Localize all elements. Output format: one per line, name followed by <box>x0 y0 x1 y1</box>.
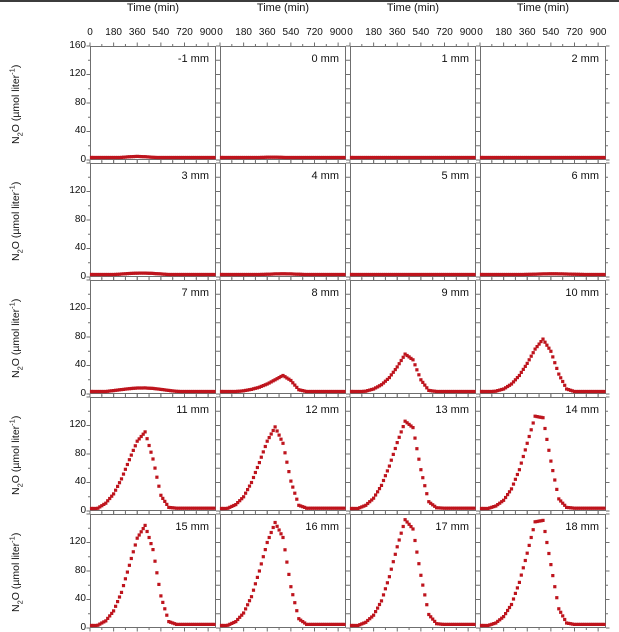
x-tick-label: 360 <box>258 27 276 38</box>
y-tick-label: 120 <box>69 302 86 313</box>
y-tick-label: 0 <box>80 270 86 282</box>
panel--1-mm <box>90 46 216 160</box>
x-tick-label: 720 <box>176 27 193 38</box>
x-tick-label: 360 <box>128 27 146 38</box>
y-axis-title: $N_2O$ (µmol liter$^{-1}$) <box>7 532 25 612</box>
y-tick-label: 80 <box>74 447 86 459</box>
y-tick-label: 120 <box>69 68 86 79</box>
panel-4-mm <box>220 163 346 277</box>
panel-8-mm <box>220 280 346 394</box>
panel-2-mm <box>480 46 606 160</box>
panel-15-mm <box>90 514 216 628</box>
panel-0-mm <box>220 46 346 160</box>
time-axis-title: Time (min) <box>386 2 440 14</box>
y-tick-label: 40 <box>74 476 86 487</box>
panel-5-mm <box>350 163 476 277</box>
y-tick-label: 0 <box>80 621 86 632</box>
panel-12-mm <box>220 397 346 511</box>
x-tick-label: 720 <box>436 27 453 38</box>
y-tick-label: 40 <box>74 242 86 253</box>
data-series <box>350 156 476 159</box>
panel-depth-label: 14 mm <box>565 404 599 416</box>
x-tick-label: 180 <box>495 27 512 38</box>
x-tick-label: 900 <box>589 27 607 38</box>
panel-depth-label: 9 mm <box>441 287 469 299</box>
panel-16-mm <box>220 514 346 628</box>
x-tick-label: 0 <box>477 27 483 38</box>
y-axis-title: $N_2O$ (µmol liter$^{-1}$) <box>7 64 25 144</box>
panel-13-mm <box>350 397 476 511</box>
panel-depth-label: 13 mm <box>435 404 469 416</box>
x-tick-label: 720 <box>306 27 323 38</box>
data-series <box>350 273 476 276</box>
x-tick-label: 0 <box>347 27 353 38</box>
x-tick-label: 360 <box>388 27 406 38</box>
y-tick-label: 0 <box>80 387 86 399</box>
panel-18-mm <box>480 514 606 628</box>
panel-10-mm <box>480 280 606 394</box>
y-tick-label: 80 <box>74 330 86 342</box>
y-tick-label: 160 <box>69 39 86 51</box>
panel-depth-label: -1 mm <box>177 53 209 65</box>
panel-depth-label: 6 mm <box>571 170 599 182</box>
x-tick-label: 0 <box>87 27 93 38</box>
panel-depth-label: 0 mm <box>311 53 339 65</box>
panel-depth-label: 10 mm <box>565 287 599 299</box>
x-tick-label: 540 <box>282 27 300 38</box>
panel-depth-label: 7 mm <box>181 287 209 299</box>
x-tick-label: 0 <box>217 27 223 38</box>
panel-7-mm <box>90 280 216 394</box>
time-axis-title: Time (min) <box>516 2 570 14</box>
data-series <box>480 156 606 159</box>
panel-depth-label: 2 mm <box>571 53 599 65</box>
x-tick-label: 900 <box>459 27 477 38</box>
y-tick-label: 120 <box>69 185 86 196</box>
y-axis-title: $N_2O$ (µmol liter$^{-1}$) <box>7 181 25 261</box>
panel-depth-label: 18 mm <box>565 521 599 533</box>
panel-14-mm <box>480 397 606 511</box>
x-tick-label: 720 <box>566 27 583 38</box>
y-tick-label: 40 <box>74 125 86 136</box>
y-tick-label: 0 <box>80 504 86 516</box>
y-tick-label: 120 <box>69 536 86 547</box>
x-tick-label: 900 <box>199 27 217 38</box>
y-axis-title: $N_2O$ (µmol liter$^{-1}$) <box>7 415 25 495</box>
x-tick-label: 540 <box>542 27 560 38</box>
y-tick-label: 0 <box>80 153 86 165</box>
x-tick-label: 540 <box>152 27 170 38</box>
y-tick-label: 120 <box>69 419 86 430</box>
data-series <box>220 156 346 160</box>
panel-9-mm <box>350 280 476 394</box>
panel-depth-label: 4 mm <box>311 170 339 182</box>
panel-depth-label: 16 mm <box>305 521 339 533</box>
y-tick-label: 40 <box>74 359 86 370</box>
x-tick-label: 360 <box>518 27 536 38</box>
panel-depth-label: 3 mm <box>181 170 209 182</box>
y-tick-label: 80 <box>74 213 86 225</box>
x-tick-label: 900 <box>329 27 347 38</box>
y-axis-title: $N_2O$ (µmol liter$^{-1}$) <box>7 298 25 378</box>
panel-17-mm <box>350 514 476 628</box>
panel-6-mm <box>480 163 606 277</box>
panel-depth-label: 5 mm <box>441 170 469 182</box>
panel-depth-label: 8 mm <box>311 287 339 299</box>
x-tick-label: 180 <box>105 27 122 38</box>
x-tick-label: 180 <box>235 27 252 38</box>
panel-depth-label: 17 mm <box>435 521 469 533</box>
x-tick-label: 180 <box>365 27 382 38</box>
panel-depth-label: 12 mm <box>305 404 339 416</box>
y-tick-label: 40 <box>74 593 86 604</box>
y-tick-label: 80 <box>74 564 86 576</box>
panel-11-mm <box>90 397 216 511</box>
x-tick-label: 540 <box>412 27 430 38</box>
panel-1-mm <box>350 46 476 160</box>
time-axis-title: Time (min) <box>126 2 180 14</box>
time-axis-title: Time (min) <box>256 2 310 14</box>
panel-3-mm <box>90 163 216 277</box>
y-tick-label: 80 <box>74 96 86 108</box>
panel-depth-label: 15 mm <box>175 521 209 533</box>
panel-depth-label: 1 mm <box>441 53 469 65</box>
panel-depth-label: 11 mm <box>176 404 209 416</box>
